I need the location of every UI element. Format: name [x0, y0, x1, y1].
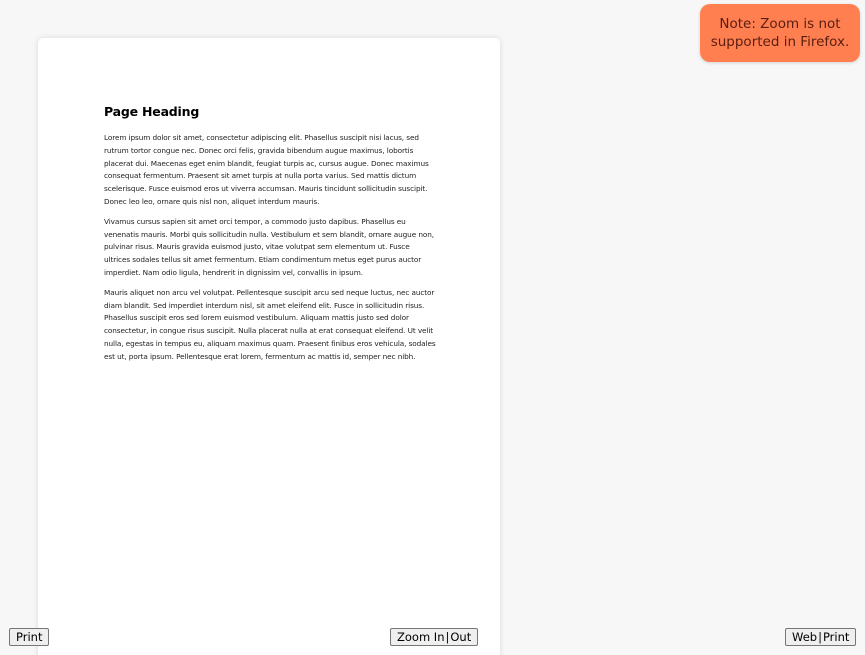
note-line-2: supported in Firefox. [710, 34, 850, 50]
print-page [38, 38, 500, 655]
paragraph-2: Vivamus cursus sapien sit amet orci tempor, a commodo justo dapibus. Phasellus eu venenatis mauris. Morbi quis sollicitudin nulla. Vestibulum et sem blandit, ornare augue non, pulvinar risus. Mauris gravida euismod justo, vitae volutpat sem elementum ut. Fusce ultrices sodales tellus sit amet fermentum. Etiam condimentum metus eget purus auctor imperdiet. Nam odio ligula, hendrerit in dignissim vel, convallis in ipsum. [104, 216, 434, 277]
web-mode-label[interactable]: Web [792, 629, 818, 644]
paragraph-1: Lorem ipsum dolor sit amet, consectetur adipiscing elit. Phasellus suscipit nisi lacus, sed rutrum tortor congue nec. Donec orci felis, gravida bibendum augue maximus, lobortis placerat dui. Maecenas eget enim blandit, feugiat turpis ac, cursus augue. Donec maximus consequat fermentum. Praesent sit amet turpis at nulla porta varius. Sed mattis dictum scelerisque. Fusce euismod eros ut viverra accumsan. Mauris tincidunt sollicitudin suscipit. Donec leo leo, ornare quis nisl non, aliquet interdum mauris. [104, 133, 429, 206]
zoom-control[interactable] [390, 628, 478, 646]
print-mode-label[interactable]: Print [822, 629, 850, 644]
firefox-zoom-note [700, 4, 860, 62]
view-mode-separator: | [818, 629, 822, 644]
page-heading: Page Heading [104, 104, 200, 119]
paragraph-3: Mauris aliquet non arcu vel volutpat. Pellentesque suscipit arcu sed neque luctus, nec auctor diam blandit. Sed imperdiet interdum nisl, sit amet eleifend elit. Fusce in sollicitudin risus. Phasellus suscipit eros sed lorem euismod vestibulum. Aliquam mattis justo sed dolor consectetur, in congue risus suscipit. Nulla placerat nulla at erat consequat eleifend. Ut velit nulla, egestas in tempus eu, aliquam maximus quam. Praesent finibus eros vehicula, sodales est ut, porta ipsum. Pellentesque erat lorem, fermentum ac mattis id, semper nec nibh. [104, 287, 436, 361]
zoom-in-label[interactable]: Zoom In [397, 629, 445, 644]
zoom-out-label[interactable]: Out [450, 629, 472, 644]
print-button[interactable]: Print [9, 628, 49, 646]
zoom-separator: | [445, 629, 450, 644]
page-content [104, 104, 436, 371]
note-line-1: Note: Zoom is not [719, 16, 841, 32]
view-mode-toggle[interactable] [785, 628, 856, 646]
